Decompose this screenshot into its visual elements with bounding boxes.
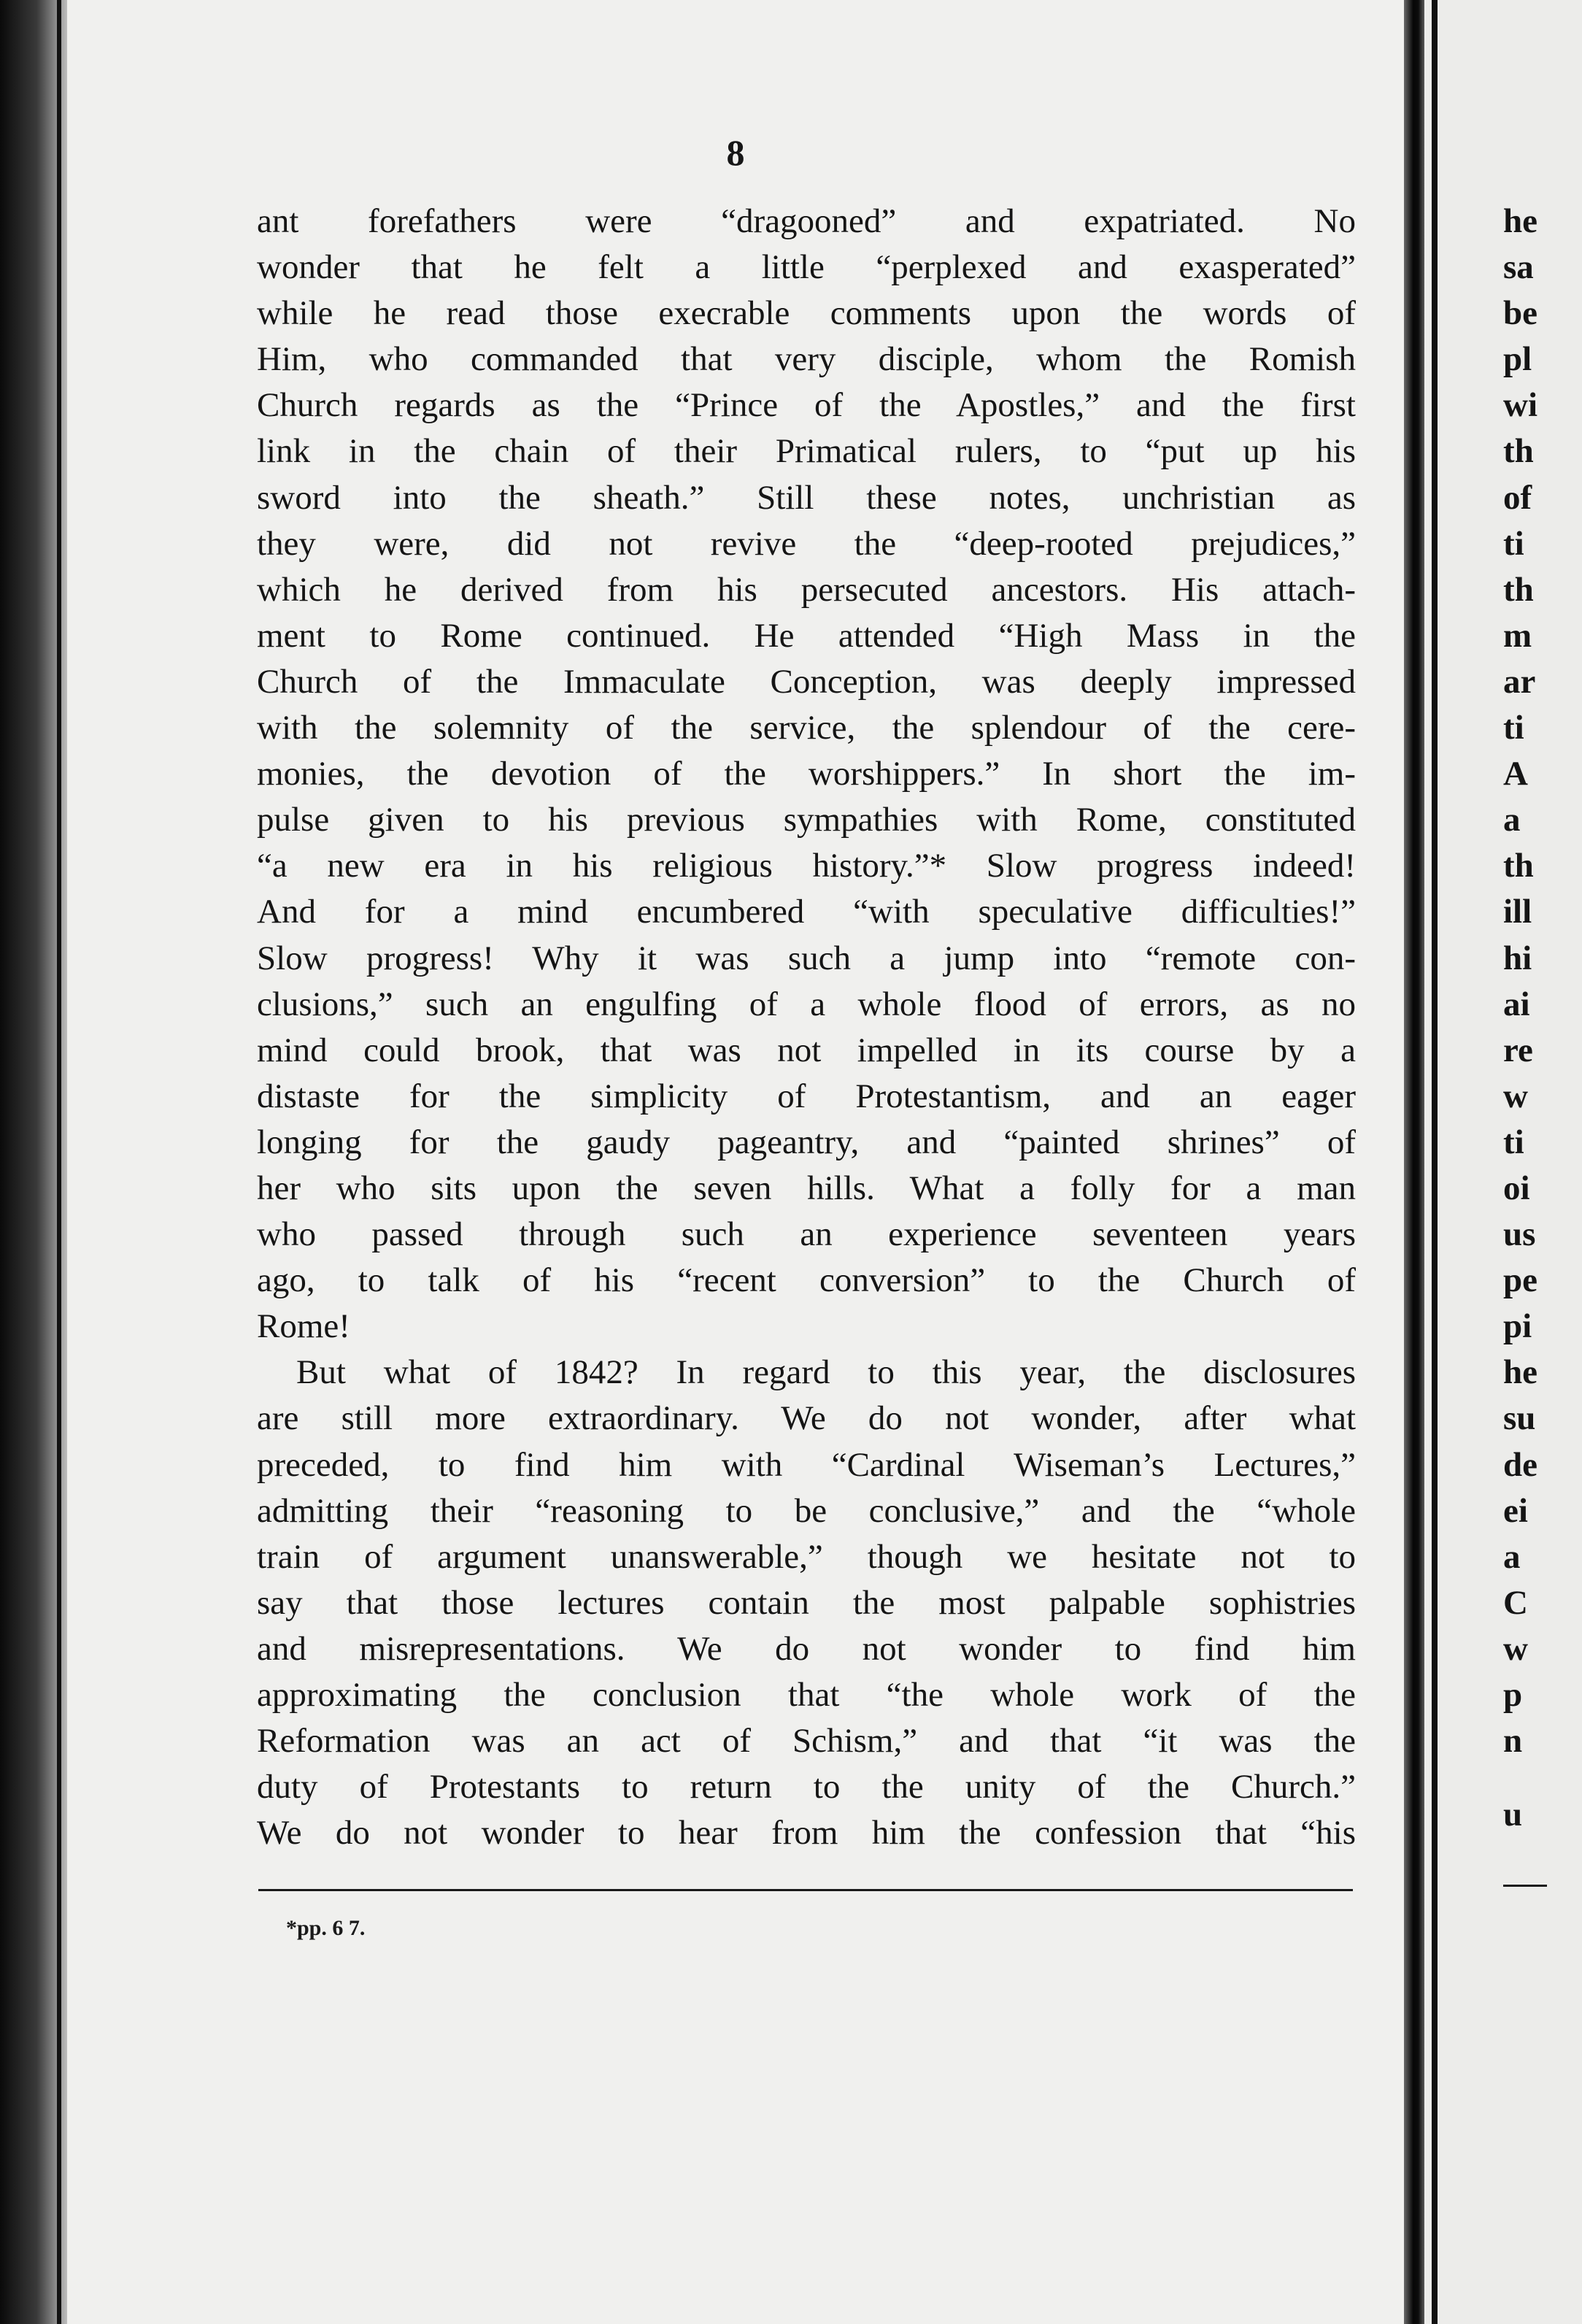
facing-page-fragment: pe — [1503, 1261, 1537, 1300]
facing-page-fragment: hi — [1503, 939, 1532, 977]
text-line: preceded, to find him with “Cardinal Wiseman’s Lectures,” — [257, 1445, 1356, 1484]
facing-page-fragment: a — [1503, 801, 1521, 839]
text-line: mind could brook, that was not impelled in its course by a — [257, 1031, 1356, 1069]
facing-page-fragment: ti — [1503, 1123, 1524, 1161]
text-line: train of argument unanswerable,” though we hesitate not to — [257, 1537, 1356, 1576]
text-line: her who sits upon the seven hills. What a folly for a man — [257, 1169, 1356, 1207]
facing-page-fragment: A — [1503, 755, 1528, 793]
text-line: with the solemnity of the service, the splendour of the cere- — [257, 709, 1356, 747]
text-line: And for a mind encumbered “with speculative difficulties!” — [257, 893, 1356, 931]
text-line: ant forefathers were “dragooned” and expatriated. No — [257, 202, 1356, 240]
facing-page-fragment: th — [1503, 432, 1534, 471]
text-line: say that those lectures contain the most palpable sophistries — [257, 1583, 1356, 1622]
facing-page-fragment: ei — [1503, 1491, 1528, 1530]
text-line: Slow progress! Why it was such a jump into “remote con- — [257, 939, 1356, 977]
facing-page-fragment: m — [1503, 616, 1532, 655]
text-line: clusions,” such an engulfing of a whole flood of errors, as no — [257, 985, 1356, 1023]
facing-page-fragment: de — [1503, 1445, 1537, 1484]
facing-page-rule — [1432, 0, 1438, 2324]
facing-page-fragment: he — [1503, 1353, 1537, 1392]
facing-page-fragment: th — [1503, 570, 1534, 609]
facing-page-fragment: us — [1503, 1215, 1536, 1254]
text-line: Him, who commanded that very disciple, whom the Romish — [257, 340, 1356, 379]
text-line: Church regards as the “Prince of the Apostles,” and the first — [257, 386, 1356, 425]
text-line: while he read those execrable comments upon the words of — [257, 294, 1356, 333]
facing-page-fragment: oi — [1503, 1169, 1530, 1207]
text-line: wonder that he felt a little “perplexed and exasperated” — [257, 248, 1356, 287]
facing-page-fragment: re — [1503, 1031, 1533, 1069]
text-line: longing for the gaudy pageantry, and “painted shrines” of — [257, 1123, 1356, 1161]
facing-page-fragment: a — [1503, 1537, 1521, 1576]
body-text — [257, 199, 1356, 1856]
page-number: 8 — [726, 132, 745, 173]
text-line: approximating the conclusion that “the whole work of the — [257, 1676, 1356, 1714]
text-line: pulse given to his previous sympathies with Rome, constituted — [257, 801, 1356, 839]
facing-page-text — [1503, 199, 1582, 1838]
footnote: *pp. 6 7. — [286, 1916, 366, 1940]
text-line: ment to Rome continued. He attended “High Mass in the — [257, 616, 1356, 655]
facing-page-fragment: of — [1503, 478, 1532, 517]
facing-page-fragment: w — [1503, 1077, 1528, 1115]
text-line: which he derived from his persecuted ancestors. His attach- — [257, 570, 1356, 609]
facing-page-fragment: u — [1503, 1796, 1523, 1834]
facing-page-fragment: ill — [1503, 893, 1532, 931]
text-line: are still more extraordinary. We do not wonder, after what — [257, 1399, 1356, 1438]
facing-page-fragment: pi — [1503, 1307, 1532, 1346]
facing-page-fragment: p — [1503, 1676, 1523, 1714]
facing-page-fragment: be — [1503, 294, 1537, 333]
facing-page-fragment: th — [1503, 847, 1534, 885]
facing-page-fragment: w — [1503, 1629, 1528, 1668]
text-line: they were, did not revive the “deep-rooted prejudices,” — [257, 524, 1356, 563]
text-line: “a new era in his religious history.”* Slow progress indeed! — [257, 847, 1356, 885]
text-line: link in the chain of their Primatical rulers, to “put up his — [257, 432, 1356, 471]
text-line: But what of 1842? In regard to this year, the disclosures — [296, 1353, 1356, 1392]
facing-page-fragment: C — [1503, 1583, 1528, 1622]
book-gutter — [1404, 0, 1424, 2324]
facing-page-fragment: ai — [1503, 985, 1530, 1023]
text-line: distaste for the simplicity of Protestantism, and an eager — [257, 1077, 1356, 1115]
facing-page-fragment: n — [1503, 1722, 1523, 1761]
facing-page-rule-mark — [1503, 1885, 1547, 1887]
facing-page-fragment: ti — [1503, 524, 1524, 563]
facing-page-fragment: sa — [1503, 248, 1534, 287]
facing-page-fragment: su — [1503, 1399, 1536, 1438]
text-line: monies, the devotion of the worshippers.” In short the im- — [257, 755, 1356, 793]
text-line: Church of the Immaculate Conception, was deeply impressed — [257, 662, 1356, 701]
text-line: sword into the sheath.” Still these notes, unchristian as — [257, 478, 1356, 517]
text-line: Reformation was an act of Schism,” and that “it was the — [257, 1722, 1356, 1761]
text-line: admitting their “reasoning to be conclusive,” and the “whole — [257, 1491, 1356, 1530]
book-left-edge — [0, 0, 67, 2324]
facing-page-fragment: pl — [1503, 340, 1532, 379]
text-line: duty of Protestants to return to the unity of the Church.” — [257, 1768, 1356, 1807]
footnote-rule — [258, 1889, 1353, 1891]
facing-page-fragment: ti — [1503, 709, 1524, 747]
text-line: who passed through such an experience seventeen years — [257, 1215, 1356, 1254]
text-line: We do not wonder to hear from him the confession that “his — [257, 1814, 1356, 1852]
text-line: Rome! — [257, 1307, 350, 1346]
facing-page-fragment: wi — [1503, 386, 1537, 425]
facing-page-fragment: he — [1503, 202, 1537, 240]
text-line: ago, to talk of his “recent conversion” to the Church of — [257, 1261, 1356, 1300]
facing-page-fragment: ar — [1503, 662, 1536, 701]
book-page — [67, 0, 1404, 2324]
text-line: and misrepresentations. We do not wonder to find him — [257, 1629, 1356, 1668]
